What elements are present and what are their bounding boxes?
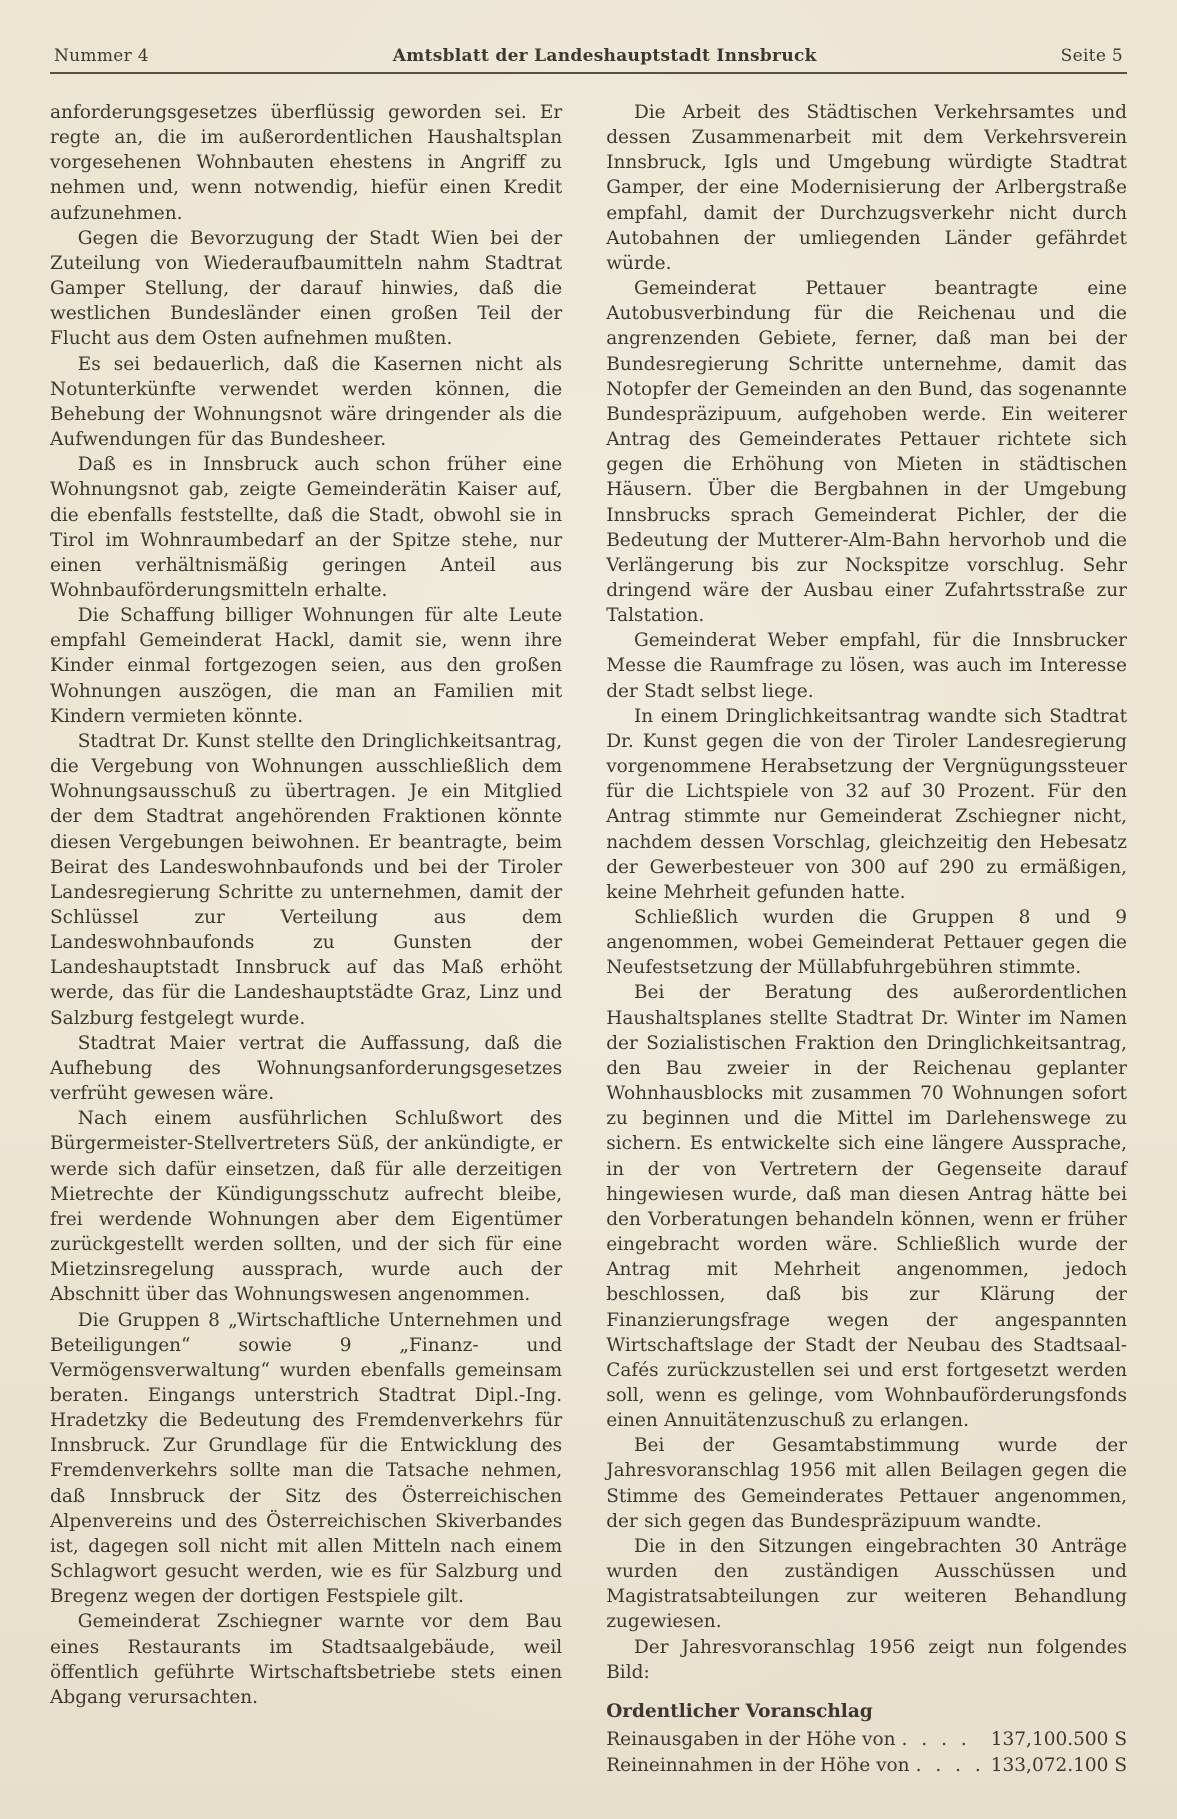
paragraph: Die in den Sitzungen eingebrachten 30 Anträge wurden den zuständigen Ausschüssen und Magistratsabteilungen zur weiteren Behandlung zugewiesen. xyxy=(606,1535,1127,1633)
paragraph: Gemeinderat Zschiegner warnte vor dem Bau eines Restaurants im Stadtsaalgebäude, weil öffentlich geführte Wirtschaftsbetriebe stets einen Abgang verursachten. xyxy=(50,1611,563,1708)
paragraph: Nach einem ausführlichen Schlußwort des Bürgermeister-Stellvertreters Süß, der ankündigte, er werde sich dafür einsetzen, daß für alle derzeitigen Mietrechte der Kündigungsschutz aufrecht bleibe, frei werdende Wohnungen aber dem Eigentümer zurückgestellt werden sollten, und der sich für eine Mietzinsregelung aussprach, wurde auch der Abschnitt über das Wohnungswesen angenommen. xyxy=(50,1108,563,1306)
budget-row xyxy=(606,1727,1127,1753)
page-number: Seite 5 xyxy=(1060,46,1123,66)
page-header xyxy=(50,46,1127,72)
header-rule xyxy=(50,72,1127,74)
paragraph: Bei der Beratung des außerordentlichen Haushaltsplanes stellte Stadtrat Dr. Winter im Namen der Sozialistischen Fraktion den Dringlichkeitsantrag, den Bau zweier in der Reichenau geplanter Wohnhausblocks mit zusammen 70 Wohnungen sofort zu beginnen und die Mittel im Darlehenswege zu sichern. Es entwickelte sich eine längere Aussprache, in der von Vertretern der Gegenseite darauf hingewiesen wurde, daß man diesen Antrag hätte bei den Vorberatungen behandeln können, wenn er früher eingebracht worden wäre. Schließlich wurde der Antrag mit Mehrheit angenommen, jedoch beschlossen, daß bis zur Klärung der Finanzierungsfrage wegen der angespannten Wirtschaftslage der Stadt der Neubau des Stadtsaal-Cafés zurückzustellen sei und erst fortgesetzt werden soll, wenn es gelinge, vom Wohnbauförderungsfonds einen Annuitätenzuschuß zu erlangen. xyxy=(606,982,1127,1432)
left-column xyxy=(50,100,562,1779)
right-column xyxy=(606,100,1127,1779)
paragraph: Bei der Gesamtabstimmung wurde der Jahresvoranschlag 1956 mit allen Beilagen gegen die Stimme des Gemeinderates Pettauer angenommen, der sich gegen das Bundespräzipuum wandte. xyxy=(606,1435,1127,1532)
paragraph: Gegen die Bevorzugung der Stadt Wien bei der Zuteilung von Wiederaufbaumitteln nahm Stadtrat Gamper Stellung, der darauf hinwies, daß die westlichen Bundesländer einen großen Teil der Flucht aus dem Osten aufnehmen mußten. xyxy=(50,227,563,350)
budget-heading: Ordentlicher Voranschlag xyxy=(606,1700,873,1722)
issue-number: Nummer 4 xyxy=(54,46,149,66)
paragraph: Gemeinderat Pettauer beantragte eine Autobusverbindung für die Reichenau und die angrenzenden Gebiete, ferner, daß man bei der Bundesregierung Schritte unternehme, damit das Notopfer der Gemeinden an den Bund, das sogenannte Bundespräzipuum, aufgehoben werde. Ein weiterer Antrag des Gemeinderates Pettauer richtete sich gegen die Erhöhung von Mieten in städtischen Häusern. Über die Bergbahnen in der Umgebung Innsbrucks sprach Gemeinderat Pichler, der die Bedeutung der Mutterer-Alm-Bahn hervorhob und die Verlängerung bis zur Nockspitze vorschlug. Sehr dringend wäre der Ausbau einer Zufahrtsstraße zur Talstation. xyxy=(606,278,1127,627)
paragraph: Es sei bedauerlich, daß die Kasernen nicht als Notunterkünfte verwendet werden können, die Behebung der Wohnungsnot wäre dringender als die Aufwendungen für das Bundesheer. xyxy=(50,353,563,451)
text-columns xyxy=(50,100,1127,1779)
right-paragraph-list xyxy=(606,100,1127,1685)
budget-rows xyxy=(606,1727,1127,1779)
dot-leader: . . . . xyxy=(915,1754,985,1776)
left-paragraph-list xyxy=(50,100,562,1710)
page-title: Amtsblatt der Landeshauptstadt Innsbruck xyxy=(392,46,817,66)
paragraph: Daß es in Innsbruck auch schon früher eine Wohnungsnot gab, zeigte Gemeinderätin Kaiser auf, die ebenfalls feststellte, daß die Stadt, obwohl sie in Tirol im Wohnraumbedarf an der Spitze stehe, nur einen verhältnismäßig geringen Anteil aus Wohnbauförderungsmitteln erhalte. xyxy=(50,454,563,601)
budget-label: Reinausgaben in der Höhe von xyxy=(606,1728,896,1750)
budget-amount: 137,100.500 S xyxy=(990,1728,1127,1750)
budget-row xyxy=(606,1753,1127,1779)
dot-leader: . . . . xyxy=(901,1728,971,1750)
paragraph: Die Gruppen 8 „Wirtschaftliche Unternehmen und Beteiligungen“ sowie 9 „Finanz- und Vermögensverwaltung“ wurden ebenfalls gemeinsam beraten. Eingangs unterstrich Stadtrat Dipl.-Ing. Hradetzky die Bedeutung des Fremdenverkehrs für Innsbruck. Zur Grundlage für die Entwicklung des Fremdenverkehrs sollte man die Tatsache nehmen, daß Innsbruck der Sitz des Österreichischen Alpenvereins und des Österreichischen Skiverbandes ist, dagegen soll nicht mit allen Mitteln nach einem Schlagwort gesucht werden, wie es für Salzburg und Bregenz wegen der dortigen Festspiele gilt. xyxy=(50,1309,563,1608)
paragraph: Stadtrat Dr. Kunst stellte den Dringlichkeitsantrag, die Vergebung von Wohnungen ausschließlich dem Wohnungsausschuß zu übertragen. Je ein Mitglied der dem Stadtrat angehörenden Fraktionen könnte diesen Vergebungen beiwohnen. Er beantragte, beim Beirat des Landeswohnbaufonds und bei der Tiroler Landesregierung Schritte zu unternehmen, damit der Schlüssel zur Verteilung aus dem Landeswohnbaufonds zu Gunsten der Landeshauptstadt Innsbruck auf das Maß erhöht werde, das für die Landeshauptstädte Graz, Linz und Salzburg festgelegt wurde. xyxy=(50,730,563,1029)
paragraph: Gemeinderat Weber empfahl, für die Innsbrucker Messe die Raumfrage zu lösen, was auch im Interesse der Stadt selbst liege. xyxy=(606,630,1127,702)
paragraph: In einem Dringlichkeitsantrag wandte sich Stadtrat Dr. Kunst gegen die von der Tiroler Landesregierung vorgenommene Herabsetzung der Vergnügungssteuer für die Lichtspiele von 32 auf 30 Prozent. Für den Antrag stimmte nur Gemeinderat Zschiegner nicht, nachdem dessen Vorschlag, gleichzeitig den Hebesatz der Gewerbesteuer von 300 auf 290 zu ermäßigen, keine Mehrheit gefunden hatte. xyxy=(606,705,1127,903)
paragraph: Stadtrat Maier vertrat die Auffassung, daß die Aufhebung des Wohnungsanforderungsgesetzes verfrüht gewesen wäre. xyxy=(50,1032,563,1105)
paragraph: Schließlich wurden die Gruppen 8 und 9 angenommen, wobei Gemeinderat Pettauer gegen die Neufestsetzung der Müllabfuhrgebühren stimmte. xyxy=(606,907,1127,979)
paragraph: Die Schaffung billiger Wohnungen für alte Leute empfahl Gemeinderat Hackl, damit sie, wenn ihre Kinder einmal fortgezogen seien, aus den großen Wohnungen auszögen, die man an Familien mit Kindern vermieten könnte. xyxy=(50,605,563,727)
paragraph: Die Arbeit des Städtischen Verkehrsamtes und dessen Zusammenarbeit mit dem Verkehrsverein Innsbruck, Igls und Umgebung würdigte Stadtrat Gamper, der eine Modernisierung der Arlbergstraße empfahl, damit der Durchzugsverkehr nicht durch Autobahnen der umliegenden Länder gefährdet würde. xyxy=(606,102,1127,274)
paragraph: anforderungsgesetzes überflüssig geworden sei. Er regte an, die im außerordentlichen Haushaltsplan vorgesehenen Wohnbauten ehestens in Angriff zu nehmen und, wenn notwendig, hiefür einen Kredit aufzunehmen. xyxy=(50,102,563,224)
budget-summary xyxy=(606,1699,1127,1779)
paragraph: Der Jahresvoranschlag 1956 zeigt nun folgendes Bild: xyxy=(606,1636,1127,1683)
budget-label: Reineinnahmen in der Höhe von xyxy=(606,1754,910,1776)
budget-amount: 133,072.100 S xyxy=(990,1754,1127,1776)
